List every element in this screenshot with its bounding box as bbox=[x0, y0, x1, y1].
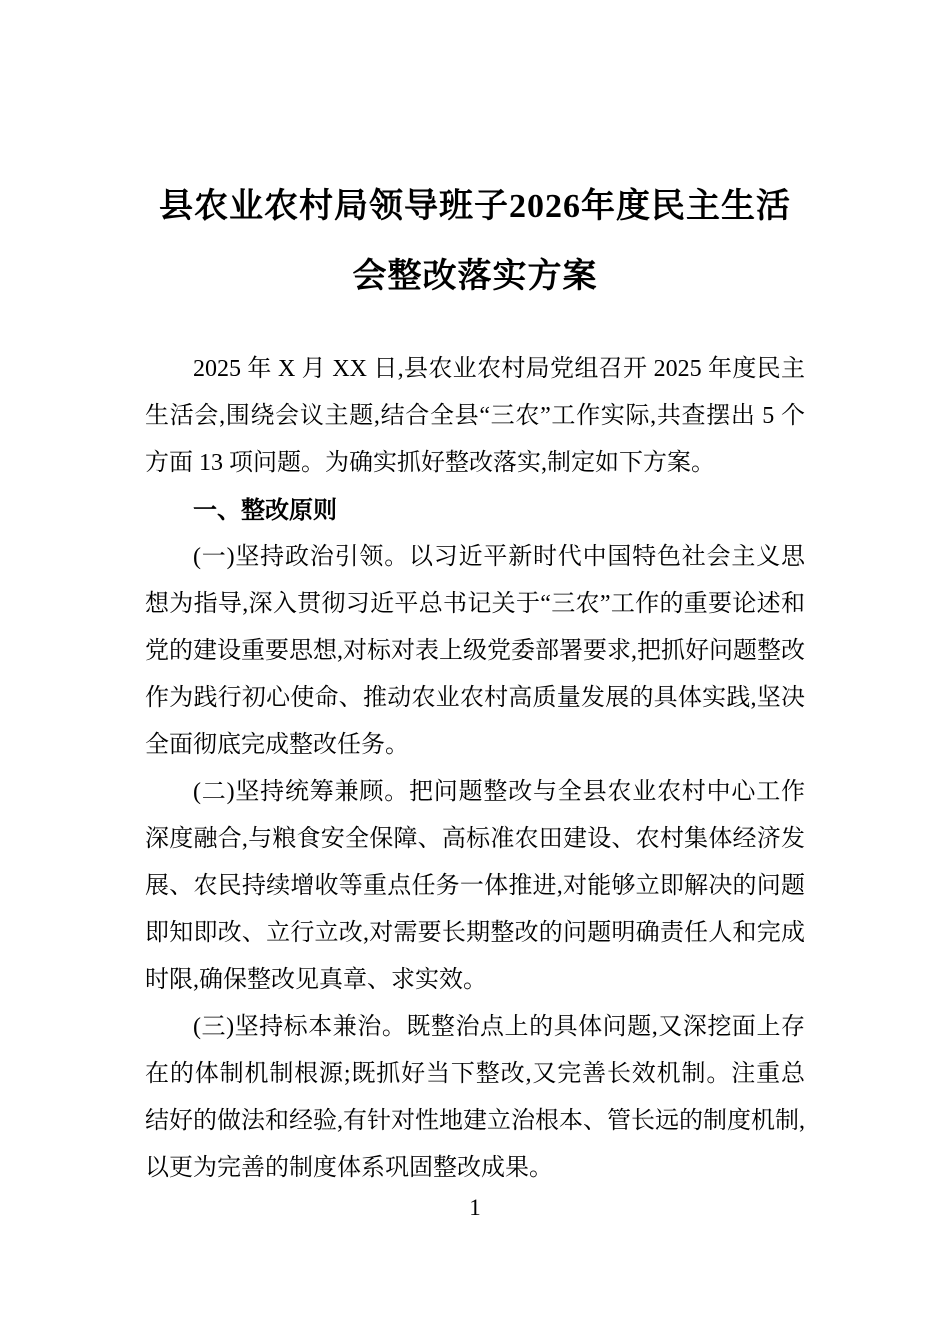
document-title: 县农业农村局领导班子2026年度民主生活会整改落实方案 bbox=[159, 188, 791, 295]
section-heading: 一、整改原则 bbox=[193, 497, 337, 524]
intro-paragraph: 2025 年 X 月 XX 日,县农业农村局党组召开 2025 年度民主生活会,围绕会议主题,结合全县“三农”工作实际,共查摆出 5 个方面 13 项问题。为确实抓好整改落实,制定如下方案。 bbox=[145, 356, 805, 476]
paragraph-item-1: (一)坚持政治引领。以习近平新时代中国特色社会主义思想为指导,深入贯彻习近平总书记关于“三农”工作的重要论述和党的建设重要思想,对标对表上级党委部署要求,把抓好问题整改作为践行初心使命、推动农业农村高质量发展的具体实践,坚决全面彻底完成整改任务。 bbox=[145, 544, 805, 758]
paragraph-item-2: (二)坚持统筹兼顾。把问题整改与全县农业农村中心工作深度融合,与粮食安全保障、高标准农田建设、农村集体经济发展、农民持续增收等重点任务一体推进,对能够立即解决的问题即知即改、立行立改,对需要长期整改的问题明确责任人和完成时限,确保整改见真章、求实效。 bbox=[145, 779, 805, 993]
page-number: 1 bbox=[469, 1195, 481, 1220]
paragraph-item-3: (三)坚持标本兼治。既整治点上的具体问题,又深挖面上存在的体制机制根源;既抓好当下整改,又完善长效机制。注重总结好的做法和经验,有针对性地建立治根本、管长远的制度机制,以更为完善的制度体系巩固整改成果。 bbox=[145, 1014, 805, 1181]
